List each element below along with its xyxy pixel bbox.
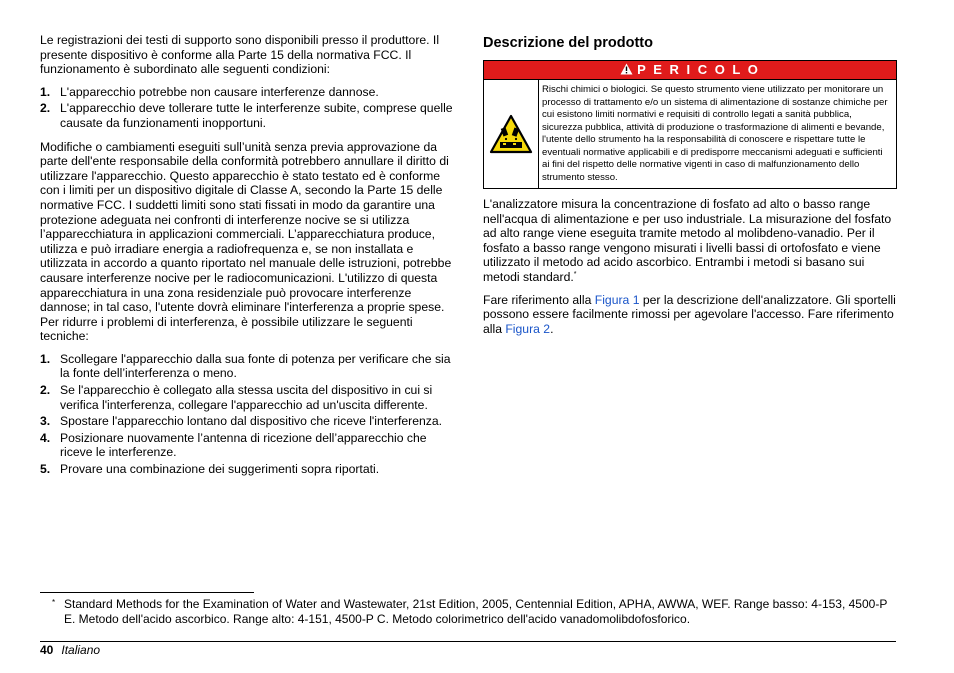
section-heading: Descrizione del prodotto	[483, 35, 653, 51]
fcc-modifications-paragraph: Modifiche o cambiamenti eseguiti sull’unità senza previa approvazione da parte dell'ente responsabile della conformità potrebbero annullare il diritto di utilizzare l'apparecchio. Questo apparecchio è stato testato ed è conforme con i limiti per un dispositivo digitale di Classe A, secondo la Parte 15 delle normative FCC. I suddetti limiti sono stati fissati in modo da garantire una protezione adeguata nei confronti di interferenze nocive se si utilizza l’apparecchiatura in applicazioni commerciali. L’apparecchiatura produce, utilizza e può irradiare energia a radiofrequenza e, se non installata e utilizzata in accordo a quanto riportato nel manuale delle istruzioni, potrebbe causare interferenze nocive per le radiocomunicazioni. L'utilizzo di questa apparecchiatura in una zona residenziale può provocare interferenze dannose; in tal caso, l'utente dovrà eliminare l'interferenza a proprie spese. Per ridurre i problemi di interferenza, è possibile utilizzare le seguenti tecniche:	[40, 139, 452, 344]
danger-header	[484, 61, 896, 80]
figure-1-link[interactable]: Figura 1	[594, 292, 640, 307]
page-footer	[40, 643, 100, 657]
figure-references: Fare riferimento alla Figura 1 per la descrizione dell'analizzatore. Gli sportelli possono essere facilmente rimossi per agevolare l'accesso. Fare riferimento alla Figura 2.	[483, 292, 896, 336]
list-item: 3. Spostare l'apparecchio lontano dal dispositivo che riceve l'interferenza.	[40, 414, 443, 429]
footer-divider	[40, 641, 896, 642]
list-item: 4. Posizionare nuovamente l’antenna di ricezione dell’apparecchio che riceve le interferenze.	[40, 430, 427, 460]
footnote-reference: *	[573, 270, 577, 278]
page-number: 40	[40, 643, 54, 657]
list-item: 1. Scollegare l'apparecchio dalla sua fonte di potenza per verificare che sia la fonte dell’interferenza o meno.	[40, 351, 451, 381]
figure-2-link[interactable]: Figura 2	[505, 321, 551, 336]
fcc-intro-paragraph: Le registrazioni dei testi di supporto sono disponibili presso il produttore. Il presente dispositivo è conforme alla Parte 15 della normativa FCC. Il funzionamento è subordinato alle seguenti condizioni:	[40, 33, 440, 77]
danger-text: Rischi chimici o biologici. Se questo strumento viene utilizzato per monitorare un processo di trattamento e/o un sistema di alimentazione di sostanze chimiche per cui esistono limiti normativi e requisiti di controllo legati a sanità pubblica, sicurezza pubblica, attività di produzione o trasformazione di alimenti e bevande, l'utente dello strumento ha la responsabilità di conoscere e rispettare tutte le eventuali normative applicabili e di predisporre meccanismi adeguati e sufficienti ai fini del rispetto delle normative vigenti in caso di malfunzionamento dello strumento stesso.	[542, 84, 888, 183]
right-column	[483, 33, 897, 344]
footnote-divider	[40, 592, 254, 593]
product-description: L'analizzatore misura la concentrazione di fosfato ad alto o basso range nell'acqua di alimentazione e per uso industriale. La misurazione del fosfato ad alto range viene eseguita tramite metodo al molibdeno-vanadio. Per il fosfato a basso range vengono misurati i livelli bassi di ortofosfato e viene utilizzato il metodo ad acido ascorbico. Entrambi i metodi si basano sui metodi standard.*	[483, 197, 892, 284]
list-item: 2. Se l'apparecchio è collegato alla stessa uscita del dispositivo in cui si verifica l'interferenza, collegare l'apparecchio ad un'uscita differente.	[40, 383, 433, 412]
interference-techniques-list	[40, 352, 454, 477]
danger-box	[483, 60, 897, 189]
danger-label: P E R I C O L O	[637, 62, 760, 77]
list-item: 2. L'apparecchio deve tollerare tutte le interferenze subite, comprese quelle causate da funzionamenti inopportuni.	[40, 101, 453, 130]
language-label: Italiano	[61, 643, 101, 657]
footnote-text: Standard Methods for the Examination of Water and Wastewater, 21st Edition, 2005, Centennial Edition, APHA, AWWA, WEF. Range basso: 4-153, 4500-P E. Metodo dell'acido ascorbico. Range alto: 4-151, 4500-P C. Metodo colorimetrico dell'acido vanadomolibdofosforico.	[64, 597, 888, 626]
footnote	[52, 597, 892, 627]
danger-body	[484, 80, 896, 188]
footnote-mark: *	[52, 598, 56, 607]
warning-triangle-icon	[620, 62, 633, 80]
list-item: 1. L'apparecchio potrebbe non causare interferenze dannose.	[40, 84, 379, 99]
left-column	[40, 33, 454, 486]
fcc-conditions-list	[40, 85, 454, 131]
corrosive-hazard-icon	[484, 80, 539, 188]
list-item: 5. Provare una combinazione dei suggerimenti sopra riportati.	[40, 462, 380, 477]
